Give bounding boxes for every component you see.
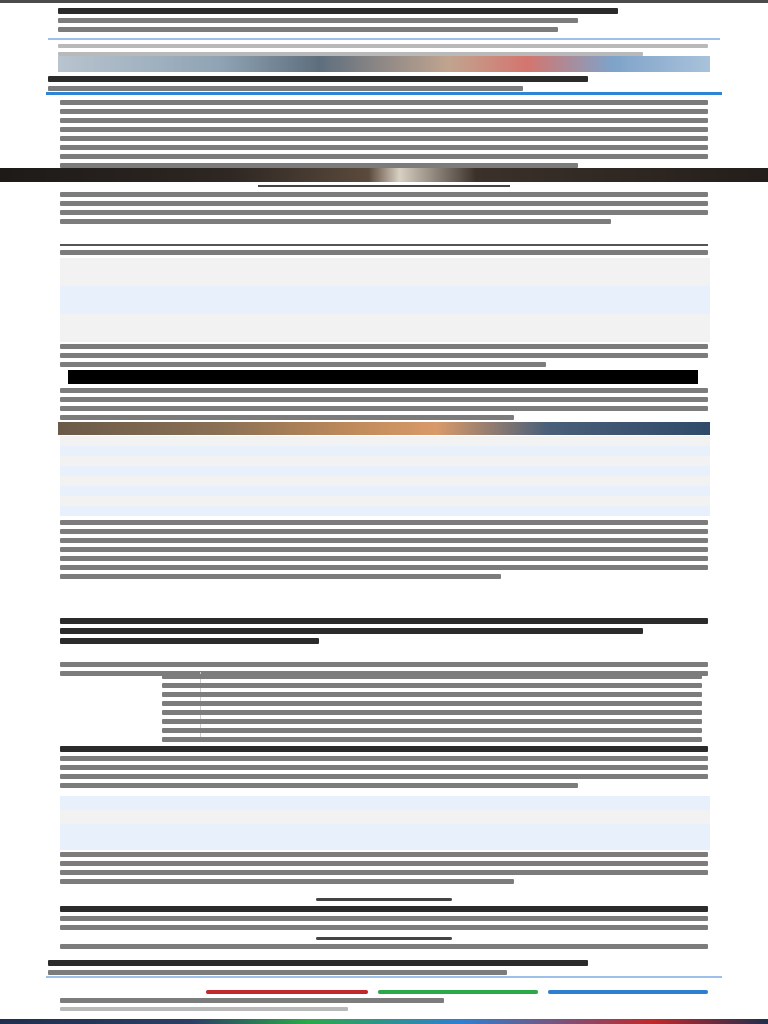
photo-strip-1 [58,56,710,72]
related-heading [48,960,588,975]
table-row [60,826,710,842]
body-paragraph-d [60,388,708,420]
body-paragraph-c [60,344,708,367]
list-block [60,672,708,744]
table-row [60,456,710,466]
banner-caption-rule [258,185,510,187]
table-2 [60,436,710,516]
table-row [60,796,710,808]
photo-strip-2 [58,422,710,435]
table-row [60,810,710,824]
table-row [60,314,710,342]
table-row [60,436,710,446]
body-paragraph-g [60,746,708,788]
bottom-text [60,998,700,1011]
dark-banner-2 [68,370,698,384]
table-row [60,496,710,506]
body-paragraph-a [60,100,708,168]
header-rule [48,38,720,40]
footer-strip [0,1019,768,1024]
body-paragraph-h [60,852,708,884]
table-3 [60,796,710,850]
dark-banner-1 [0,168,768,182]
body-paragraph-e [60,520,708,579]
share-button-green[interactable] [378,990,538,994]
share-button-red[interactable] [206,990,368,994]
accent-line [46,92,722,95]
table-1-header [60,244,708,258]
share-button-blue[interactable] [548,990,708,994]
intro-text [58,44,708,56]
table-row [60,258,710,286]
page-header [58,8,658,32]
divider-2 [316,937,452,940]
list-item [162,674,702,751]
divider-1 [316,898,452,901]
table-row [60,476,710,486]
table-1 [60,258,710,342]
section-title-2 [60,618,708,644]
body-paragraph-j [60,944,708,949]
top-bar [0,0,768,3]
related-rule [46,976,722,978]
table-row [60,286,710,314]
body-paragraph-i [60,906,708,930]
body-paragraph-b [60,192,708,224]
section-title-1 [48,76,588,91]
